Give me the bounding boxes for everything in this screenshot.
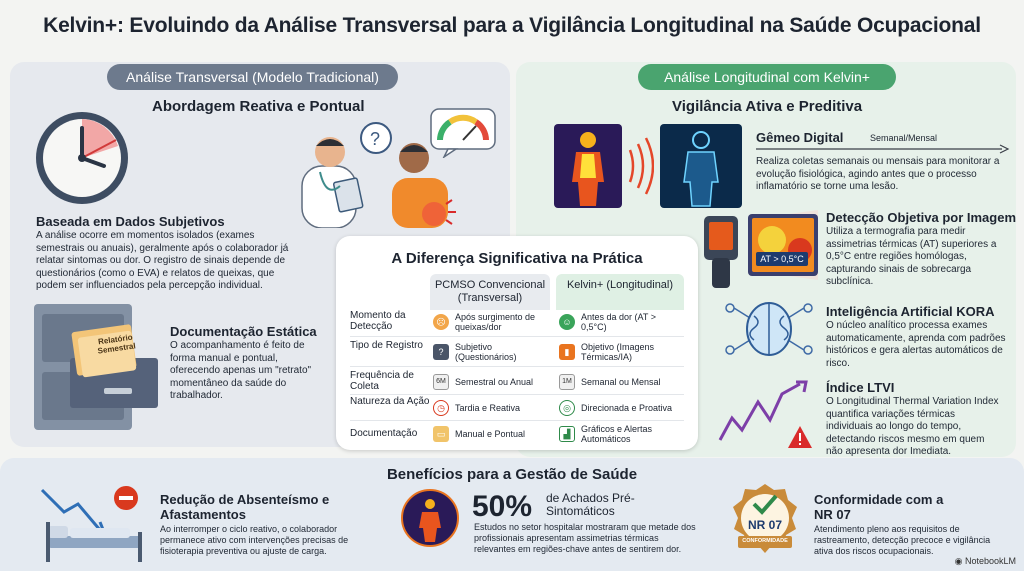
page-title: Kelvin+: Evoluindo da Análise Transversal para a Vigilância Longitudinal na Saúde Ocupacional	[43, 14, 981, 37]
stopwatch-icon: ◷	[433, 400, 449, 416]
absenteeism-illustration	[40, 482, 150, 564]
row-label-frequency: Frequência de Coleta	[350, 370, 414, 392]
calendar-icon: 6M	[433, 374, 449, 390]
nr07-text: Atendimento pleno aos requisitos de rastreamento, detecção precoce e vigilância ativa dos riscos ocupacionais.	[814, 524, 991, 556]
absenteeism-title: Redução de Absenteísmo e Afastamentos	[160, 492, 330, 522]
asymmetry-badge: AT > 0,5°C	[756, 252, 808, 266]
row-label-documentation: Documentação	[350, 428, 418, 439]
bar-chart-icon: ▟	[559, 426, 575, 442]
ai-kora-title: Inteligência Artificial KORA	[826, 304, 995, 319]
cell-text: Antes da dor (AT > 0,5°C)	[581, 312, 656, 332]
pain-scale-icon	[430, 108, 496, 158]
nr07-ribbon-text: CONFORMIDADE	[742, 538, 788, 544]
ai-kora-text: O núcleo analítico processa exames automaticamente, aprenda com padrões históricos e gera alertas automáticos de risco.	[826, 320, 1006, 369]
row-divider	[350, 394, 684, 395]
filing-cabinet-icon	[30, 300, 162, 434]
trend-chart-icon	[716, 380, 816, 450]
cell-frequency-conventional	[433, 374, 550, 390]
cell-text: Manual e Pontual	[455, 429, 526, 439]
thermal-body-icon	[554, 124, 654, 208]
ai-brain-icon	[722, 296, 816, 362]
comparison-title: A Diferença Significativa na Prática	[391, 250, 643, 267]
cell-record-conventional	[433, 342, 550, 362]
thermal-image-icon: ▮	[559, 344, 575, 360]
notebooklm-label: NotebookLM	[964, 556, 1016, 566]
subjective-data-title: Baseada em Dados Subjetivos	[36, 214, 225, 229]
column-header-kelvin: Kelvin+ (Longitudinal)	[556, 274, 684, 310]
cell-documentation-conventional	[433, 426, 550, 442]
cell-text: Semestral ou Anual	[455, 377, 534, 387]
objective-image-title: Detecção Objetiva por Imagem	[826, 210, 1017, 225]
calendar-icon: 1M	[559, 374, 575, 390]
cell-action-kelvin	[559, 400, 684, 416]
row-divider	[350, 366, 684, 367]
cell-text: Tardia e Reativa	[455, 403, 521, 413]
row-label-detection: Momento da Detecção	[350, 310, 406, 332]
static-doc-title: Documentação Estática	[170, 324, 317, 339]
row-label-action: Natureza da Ação	[350, 396, 430, 407]
cell-text: Após surgimento de queixas/dor	[455, 312, 536, 332]
digital-twin-title: Gêmeo Digital	[756, 130, 844, 145]
cell-frequency-kelvin	[559, 374, 684, 390]
folder-icon: ▭	[433, 426, 449, 442]
svg-text:?: ?	[370, 129, 381, 149]
presymptomatic-text: Estudos no setor hospitalar mostraram que metade dos profissionais apresentam assimetrias térmicas relevantes em regiões-chave antes de sentirem dor.	[474, 522, 696, 554]
cell-text: Objetivo (Imagens Térmicas/IA)	[581, 342, 655, 362]
digital-twin-text: Realiza coletas semanais ou mensais para monitorar a evolução fisiológica, agindo antes que o processo inflamatório se torne uma lesão.	[756, 156, 1000, 192]
longitudinal-heading: Vigilância Ativa e Preditiva	[672, 98, 863, 115]
questionnaire-icon: ?	[433, 344, 449, 360]
longitudinal-pill: Análise Longitudinal com Kelvin+	[638, 64, 896, 90]
benefits-title: Benefícios para a Gestão de Saúde	[386, 466, 638, 483]
cell-record-kelvin	[559, 342, 684, 362]
cell-text: Gráficos e Alertas Automáticos	[581, 424, 653, 444]
row-label-record-type: Tipo de Registro	[350, 340, 423, 351]
thermal-camera-icon	[700, 210, 818, 290]
clock-icon	[32, 108, 132, 208]
row-divider	[350, 336, 684, 337]
cell-text: Semanal ou Mensal	[581, 377, 661, 387]
column-header-conventional: PCMSO Convencional (Transversal)	[430, 274, 550, 310]
target-icon: ◎	[559, 400, 575, 416]
cell-detection-conventional	[433, 312, 550, 332]
cell-documentation-kelvin	[559, 424, 684, 444]
notebooklm-logo-icon: ◉	[954, 556, 965, 566]
sad-face-icon: ☹	[433, 314, 449, 330]
presymptomatic-percent: 50%	[472, 490, 533, 523]
cell-text: Subjetivo (Questionários)	[455, 342, 517, 362]
nr07-badge-text: NR 07	[747, 518, 782, 532]
happy-face-icon: ☺	[559, 314, 575, 330]
digital-twin-icon	[660, 124, 742, 208]
cell-detection-kelvin	[559, 312, 684, 332]
absenteeism-text: Ao interromper o ciclo reativo, o colaborador permanece ativo com intervenções precisas de fisioterapia preventiva ou ajuste de carga.	[160, 524, 349, 556]
timeline-arrow	[756, 144, 1010, 154]
thermal-figure-icon	[400, 488, 460, 548]
transversal-heading: Abordagem Reativa e Pontual	[152, 98, 365, 115]
presymptomatic-title: de Achados Pré-Sintomáticos	[546, 491, 635, 518]
subjective-data-text: A análise ocorre em momentos isolados (exames semestrais ou anuais), geralmente após o colaborador já relatar sintomas ou dor. O registro de sinais depende de questionários (como o EVA) e relatos de queixas, que podem ser influenciados pela percepção individual.	[36, 230, 289, 291]
cell-action-conventional	[433, 400, 550, 416]
ltvi-title: Índice LTVI	[826, 380, 895, 395]
digital-twin-frequency: Semanal/Mensal	[870, 133, 938, 143]
notebooklm-watermark	[955, 556, 1016, 567]
comparison-card	[336, 236, 698, 450]
ltvi-text: O Longitudinal Thermal Variation Index quantifica variações térmicas individuais ao longo do tempo, detectando riscos mesmo em quem não apresenta dor Imediata.	[826, 396, 999, 457]
objective-image-text: Utiliza a termografia para medir assimetrias térmicas (AT) superiores a 0,5°C entre regiões homólogas, capturando sinais de sobrecarga subclínica.	[826, 226, 997, 287]
folder-label: Relatório Semestral	[97, 332, 137, 356]
row-divider	[350, 420, 684, 421]
static-doc-text: O acompanhamento é feito de forma manual e pontual, oferecendo apenas um "retrato" momentâneo da saúde do trabalhador.	[170, 340, 312, 401]
transversal-pill: Análise Transversal (Modelo Tradicional)	[107, 64, 398, 90]
nr07-title: Conformidade com a NR 07	[814, 492, 944, 522]
cell-text: Direcionada e Proativa	[581, 403, 673, 413]
